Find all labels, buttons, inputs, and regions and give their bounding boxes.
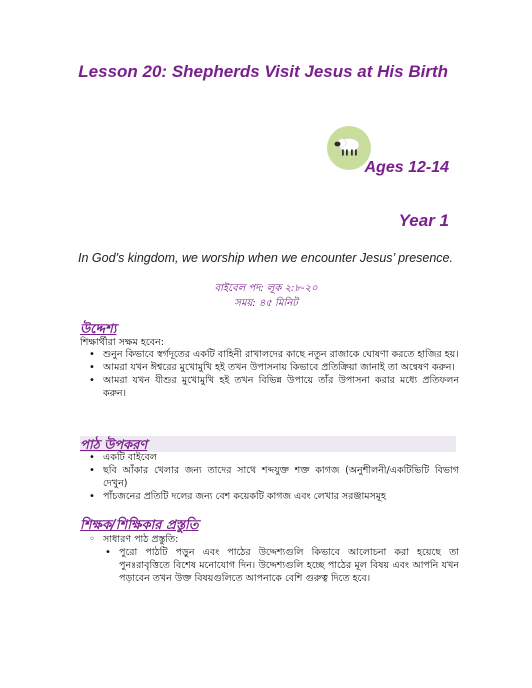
list-item (103, 546, 459, 585)
year-label: Year 1 (398, 211, 449, 230)
bullet-icon: • (89, 349, 95, 360)
materials-heading-text: পাঠ উপকরণ (80, 438, 148, 453)
lesson-duration: সময়: ৪৫ মিনিট (234, 298, 298, 309)
preparation-list (87, 533, 459, 584)
bible-passage: বাইবেল পদ: লূক ২:৮-২০ (214, 283, 318, 294)
list-item (87, 374, 459, 400)
preparation-text: সাধারণ পাঠ প্রস্তুতি: (103, 534, 179, 545)
objectives-heading-text: উদ্দেশ্য (80, 322, 117, 337)
bullet-icon: • (89, 362, 95, 373)
preparation-sub-list (103, 546, 459, 585)
list-item (87, 451, 459, 464)
material-text: ছবি আঁকার খেলার জন্য তাদের সাথে শব্দযুক্ত শক্ত কাগজ (অনুশীলনী/একটিভিটি বিভাগ দেখুন) (103, 465, 459, 489)
bullet-icon: • (89, 465, 95, 476)
list-item (87, 361, 459, 374)
list-item (87, 490, 459, 503)
lesson-tagline: In God’s kingdom, we worship when we encounter Jesus’ presence. (78, 251, 453, 265)
objective-text: আমরা যখন ঈশ্বরের মুখোমুখি হই তখন উপাসনায় কিভাবে প্রতিক্রিয়া জানাই তা অন্বেষণ করুন। (103, 362, 455, 373)
lesson-title: Lesson 20: Shepherds Visit Jesus at His Birth (78, 62, 448, 81)
age-range: Ages 12-14 (364, 159, 449, 176)
list-item (87, 348, 459, 361)
materials-heading (80, 436, 456, 452)
material-text: একটি বাইবেল (103, 452, 157, 463)
objectives-heading (80, 320, 456, 336)
preparation-sub-text: পুরো পাঠটি পড়ুন এবং পাঠের উদ্দেশ্যগুলি কিভাবে আলোচনা করা হয়েছে তা পুনঃরাবৃত্তিতে বিশেষ মনোযোগ দিন। উদ্দেশ্যগুলি হচ্ছে পাঠের মূল বিষয় এবং আপনি যখন পড়াবেন তখন উক্ত বিষয়গুলিতে আপনাকে বেশি গুরুত্ব দিতে হবে। (119, 547, 459, 584)
objective-text: আমরা যখন যীশুর মুখোমুখি হই তখন বিভিন্ন উপায়ে তাঁর উপাসনা করার মধ্যে প্রতিফলন করুন। (103, 375, 459, 399)
bullet-icon: • (105, 547, 111, 558)
material-text: পাঁচজনের প্রতিটি দলের জন্য বেশ কয়েকটি কাগজ এবং লেখার সরঞ্জামসমূহ (103, 491, 387, 502)
circle-bullet-icon: ◦ (89, 534, 95, 545)
bullet-icon: • (89, 375, 95, 386)
objectives-intro: শিক্ষার্থীরা সক্ষম হবেন: (80, 337, 164, 348)
preparation-heading (80, 516, 456, 532)
objective-text: শুনুন কিভাবে স্বর্গদূতের একটি বাহিনী রাখালদের কাছে নতুন রাজাকে ঘোষণা করতে হাজির হয়। (103, 349, 459, 360)
preparation-heading-text: শিক্ষক/শিক্ষিকার প্রস্তুতি (80, 518, 199, 533)
list-item (87, 464, 459, 490)
bullet-icon: • (89, 452, 95, 463)
materials-list (87, 451, 459, 503)
bullet-icon: • (89, 491, 95, 502)
objectives-list (87, 348, 459, 400)
list-item (87, 533, 459, 584)
